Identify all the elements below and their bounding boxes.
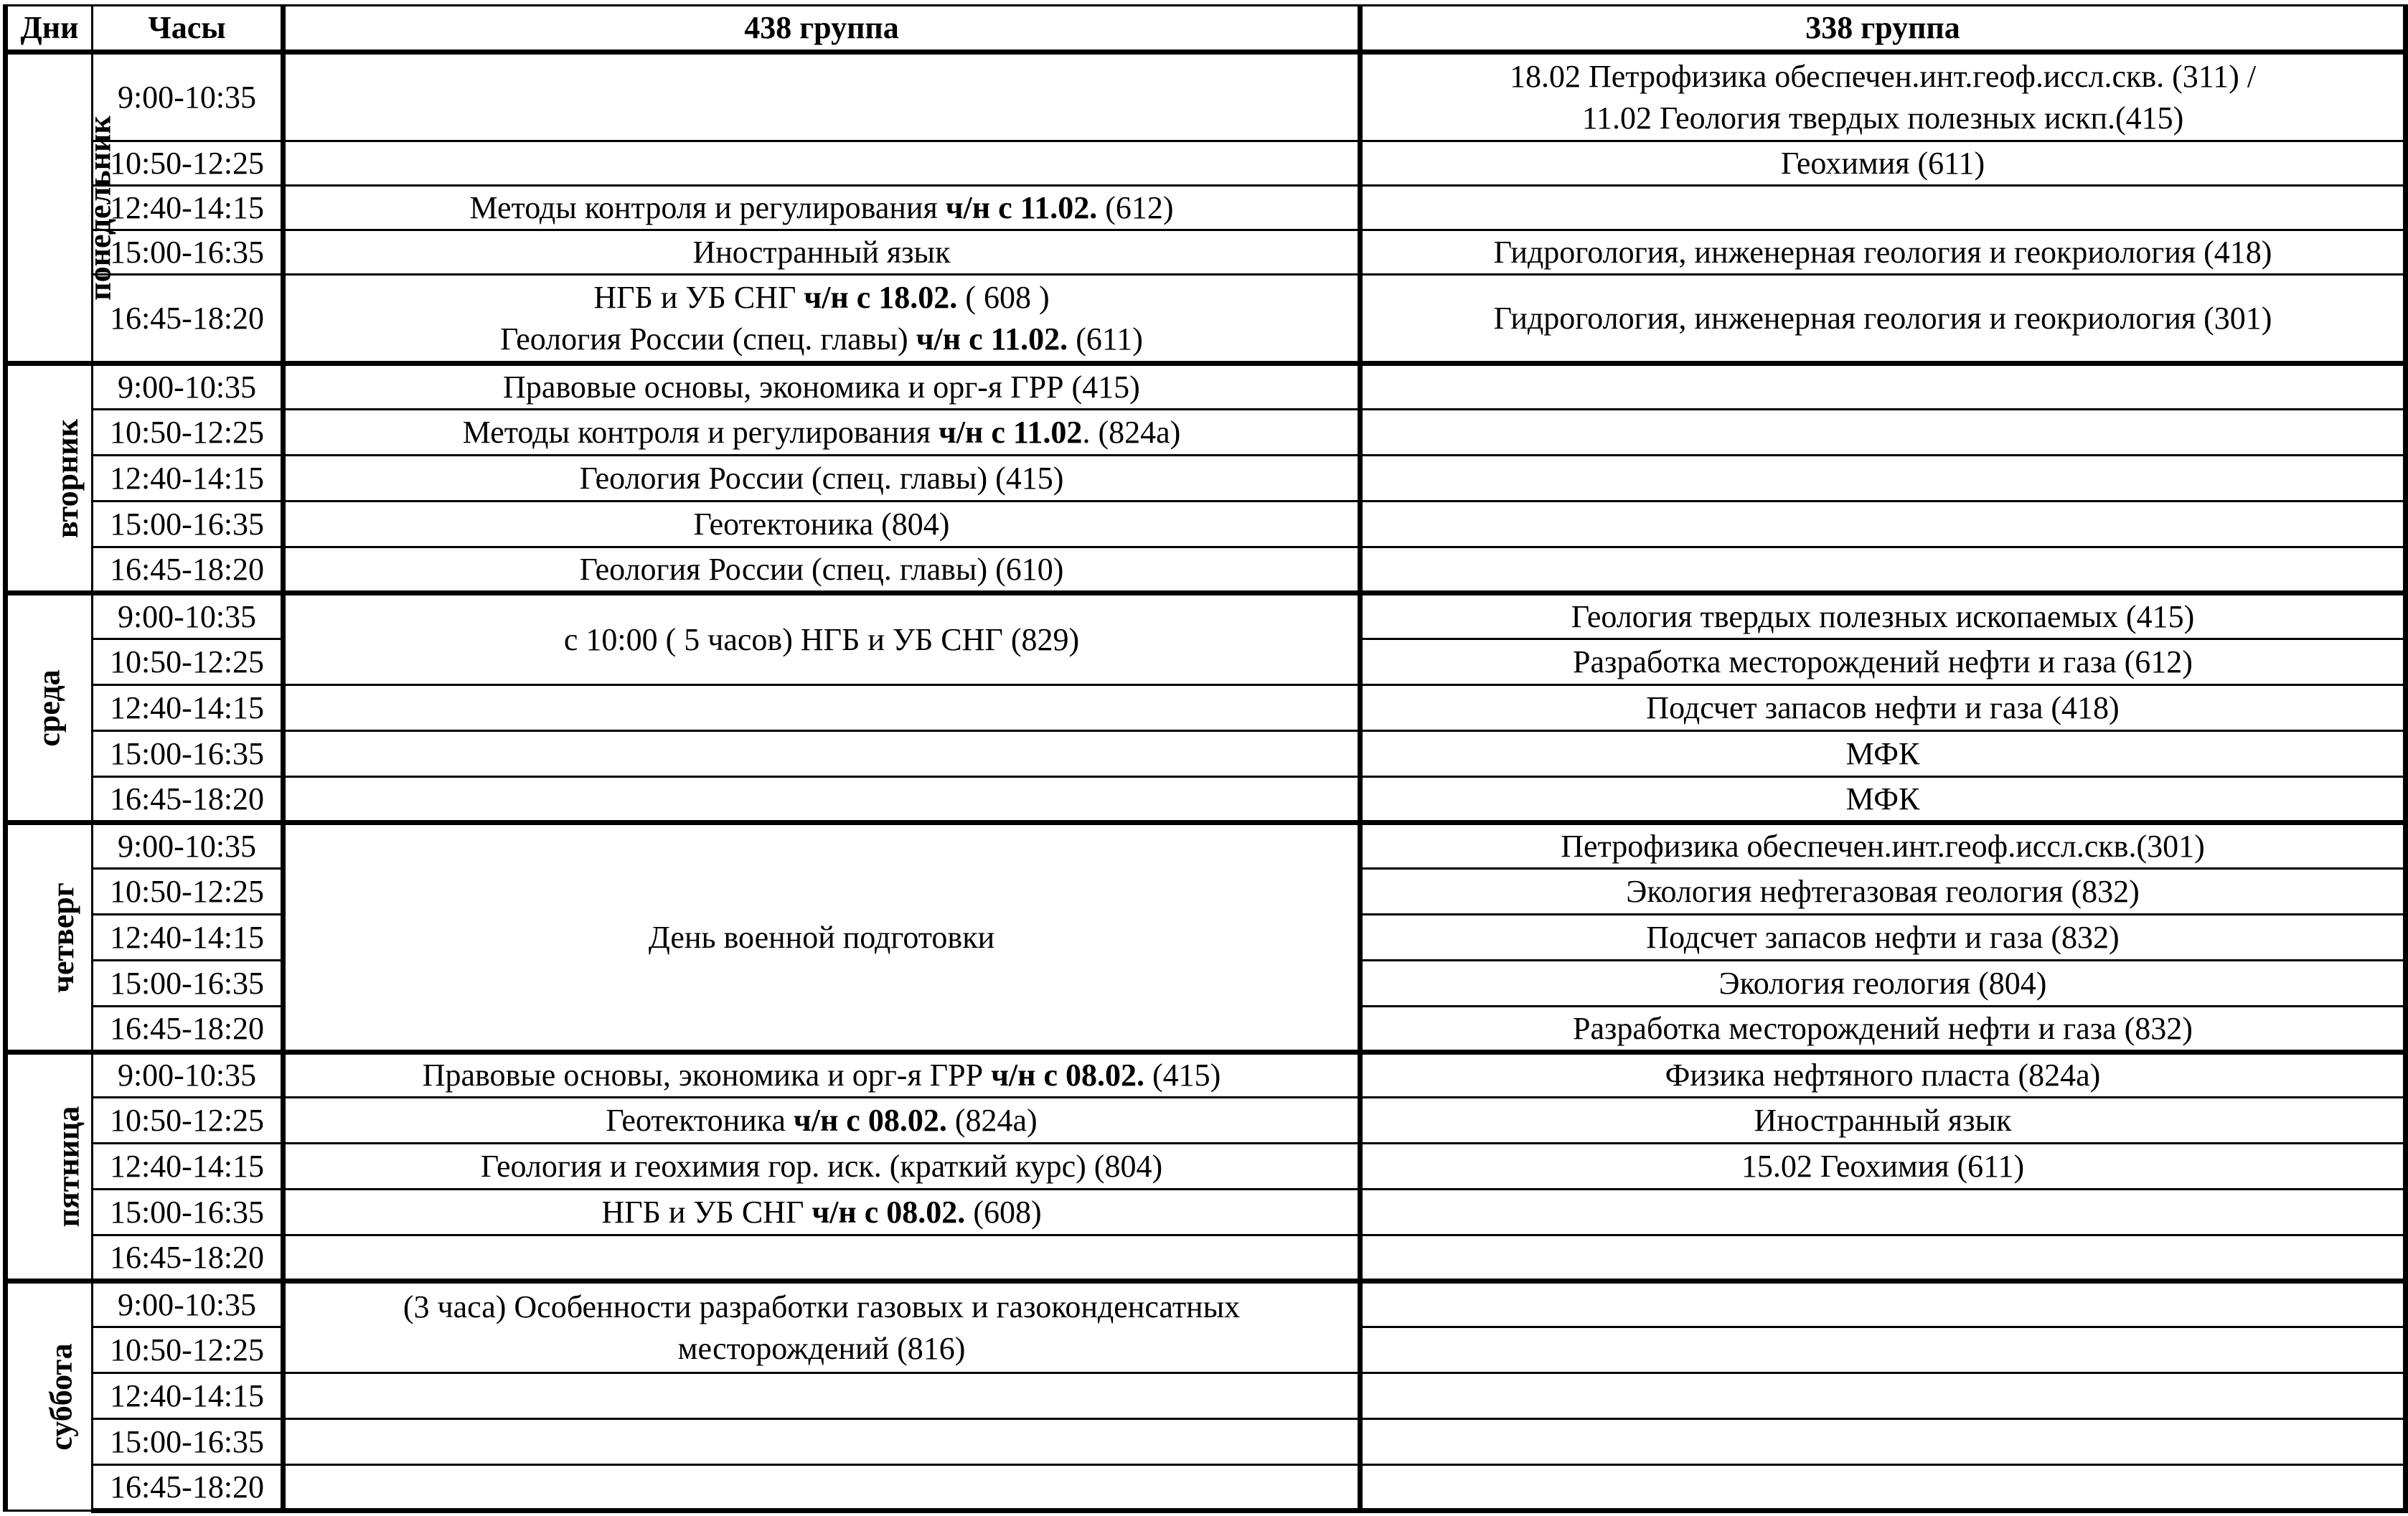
date-note: ч/н с 08.02. <box>793 1102 947 1138</box>
table-row <box>6 364 2406 410</box>
cell-text: Методы контроля и регулирования <box>469 189 946 225</box>
time-slot: 12:40-14:15 <box>93 1144 283 1190</box>
time-slot: 15:00-16:35 <box>93 961 283 1007</box>
cell-338 <box>1360 1235 2406 1281</box>
table-row <box>6 410 2406 456</box>
cell-438 <box>283 1235 1360 1281</box>
cell-text-line <box>290 319 1353 360</box>
time-slot: 12:40-14:15 <box>93 915 283 961</box>
table-row <box>6 1465 2406 1511</box>
cell-438 <box>283 1190 1360 1235</box>
cell-338 <box>1360 456 2406 502</box>
date-note: ч/н с 11.02. <box>916 321 1068 357</box>
cell-338 <box>1360 1419 2406 1465</box>
date-note: ч/н с 08.02. <box>991 1058 1144 1093</box>
cell-438 <box>283 52 1360 141</box>
cell-338: Экология нефтегазовая геология (832) <box>1360 869 2406 915</box>
table-row <box>6 823 2406 869</box>
time-slot: 15:00-16:35 <box>93 1419 283 1465</box>
header-group-338: 338 группа <box>1360 6 2406 52</box>
table-row <box>6 731 2406 777</box>
header-day: Дни <box>6 6 93 52</box>
cell-text: (608) <box>965 1194 1042 1230</box>
time-slot: 16:45-18:20 <box>93 1235 283 1281</box>
cell-text: (612) <box>1097 189 1174 225</box>
table-row <box>6 1053 2406 1098</box>
cell-338 <box>1360 1281 2406 1327</box>
time-slot: 16:45-18:20 <box>93 1007 283 1053</box>
header-time: Часы <box>93 6 283 52</box>
cell-438: Геология России (спец. главы) (415) <box>283 456 1360 502</box>
cell-338: МФК <box>1360 731 2406 777</box>
cell-338 <box>1360 186 2406 230</box>
cell-338 <box>1360 364 2406 410</box>
table-row <box>6 275 2406 364</box>
time-slot: 15:00-16:35 <box>93 731 283 777</box>
cell-438 <box>283 1419 1360 1465</box>
day-monday: понедельник <box>6 52 93 364</box>
cell-438: Правовые основы, экономика и орг-я ГРР (415) <box>283 364 1360 410</box>
cell-338: Подсчет запасов нефти и газа (418) <box>1360 685 2406 731</box>
header-group-438: 438 группа <box>283 6 1360 52</box>
cell-438 <box>283 1098 1360 1144</box>
cell-438 <box>283 1281 1360 1373</box>
cell-text: Методы контроля и регулирования <box>462 414 939 450</box>
day-thursday: четверг <box>6 823 93 1053</box>
table-row <box>6 1373 2406 1419</box>
cell-338 <box>1360 502 2406 547</box>
cell-text-line: (3 часа) Особенности разработки газовых и газоконденсатных <box>403 1289 1241 1324</box>
cell-text: (824а) <box>946 1102 1038 1138</box>
cell-text: Правовые основы, экономика и орг-я ГРР <box>422 1058 992 1093</box>
cell-438: День военной подготовки <box>283 823 1360 1053</box>
table-row <box>6 1281 2406 1327</box>
table-row <box>6 1098 2406 1144</box>
cell-text-line <box>290 277 1353 319</box>
cell-text: . (824а) <box>1082 414 1181 450</box>
date-note: ч/н с 08.02. <box>812 1194 966 1230</box>
cell-338: Экология геология (804) <box>1360 961 2406 1007</box>
time-slot: 15:00-16:35 <box>93 230 283 275</box>
day-wednesday: среда <box>6 593 93 823</box>
time-slot: 10:50-12:25 <box>93 639 283 685</box>
cell-338: Петрофизика обеспечен.инт.геоф.иссл.скв.(301) <box>1360 823 2406 869</box>
table-row <box>6 1190 2406 1235</box>
cell-338: Подсчет запасов нефти и газа (832) <box>1360 915 2406 961</box>
time-slot: 15:00-16:35 <box>93 502 283 547</box>
time-slot: 16:45-18:20 <box>93 777 283 823</box>
table-row <box>6 1235 2406 1281</box>
time-slot: 16:45-18:20 <box>93 1465 283 1511</box>
cell-438: Иностранный язык <box>283 230 1360 275</box>
cell-438: с 10:00 ( 5 часов) НГБ и УБ СНГ (829) <box>283 593 1360 685</box>
cell-text: Геология России (спец. главы) <box>500 321 916 357</box>
time-slot: 12:40-14:15 <box>93 685 283 731</box>
day-friday: пятница <box>6 1053 93 1281</box>
time-slot: 9:00-10:35 <box>93 1053 283 1098</box>
cell-438 <box>283 275 1360 364</box>
cell-text: (611) <box>1068 321 1143 357</box>
cell-338: Гидрогология, инженерная геология и геокриология (418) <box>1360 230 2406 275</box>
table-row <box>6 593 2406 639</box>
cell-438: Геология России (спец. главы) (610) <box>283 547 1360 593</box>
cell-text: НГБ и УБ СНГ <box>593 279 804 315</box>
time-slot: 16:45-18:20 <box>93 547 283 593</box>
cell-438 <box>283 141 1360 186</box>
cell-338: Гидрогология, инженерная геология и геокриология (301) <box>1360 275 2406 364</box>
cell-338: Геохимия (611) <box>1360 141 2406 186</box>
time-slot: 10:50-12:25 <box>93 141 283 186</box>
time-slot: 9:00-10:35 <box>93 364 283 410</box>
cell-338: Физика нефтяного пласта (824а) <box>1360 1053 2406 1098</box>
cell-338 <box>1360 1327 2406 1373</box>
cell-438 <box>283 1053 1360 1098</box>
date-note: ч/н с 11.02 <box>938 414 1083 450</box>
table-row <box>6 502 2406 547</box>
time-slot: 12:40-14:15 <box>93 186 283 230</box>
time-slot: 9:00-10:35 <box>93 593 283 639</box>
time-slot: 9:00-10:35 <box>93 823 283 869</box>
time-slot: 12:40-14:15 <box>93 1373 283 1419</box>
cell-438 <box>283 1373 1360 1419</box>
cell-438 <box>283 1465 1360 1511</box>
day-tuesday: вторник <box>6 364 93 593</box>
cell-338 <box>1360 547 2406 593</box>
cell-338: Иностранный язык <box>1360 1098 2406 1144</box>
schedule-table <box>3 4 2408 1513</box>
cell-338: МФК <box>1360 777 2406 823</box>
table-row <box>6 456 2406 502</box>
cell-438 <box>283 731 1360 777</box>
cell-438 <box>283 410 1360 456</box>
time-slot: 15:00-16:35 <box>93 1190 283 1235</box>
cell-438 <box>283 685 1360 731</box>
time-slot: 12:40-14:15 <box>93 456 283 502</box>
time-slot: 10:50-12:25 <box>93 1098 283 1144</box>
table-row <box>6 52 2406 141</box>
cell-text-line: 11.02 Геология твердых полезных искп.(415) <box>1581 100 2184 136</box>
cell-438 <box>283 186 1360 230</box>
date-note: ч/н с 11.02. <box>945 189 1098 225</box>
cell-text: (415) <box>1144 1058 1221 1093</box>
day-saturday: суббота <box>6 1281 93 1511</box>
cell-438: Геология и геохимия гор. иск. (краткий курс) (804) <box>283 1144 1360 1190</box>
cell-338 <box>1360 1373 2406 1419</box>
time-slot: 16:45-18:20 <box>93 275 283 364</box>
cell-text: НГБ и УБ СНГ <box>601 1194 812 1230</box>
cell-338: Геология твердых полезных ископаемых (415) <box>1360 593 2406 639</box>
cell-438 <box>283 777 1360 823</box>
table-row <box>6 777 2406 823</box>
cell-text-line: 18.02 Петрофизика обеспечен.инт.геоф.иссл.скв. (311) / <box>1509 58 2257 94</box>
date-note: ч/н с 18.02. <box>804 279 958 315</box>
table-row <box>6 186 2406 230</box>
cell-338 <box>1360 410 2406 456</box>
cell-338 <box>1360 1190 2406 1235</box>
cell-438: Геотектоника (804) <box>283 502 1360 547</box>
table-row <box>6 685 2406 731</box>
cell-text: Геотектоника <box>606 1102 794 1138</box>
cell-338: 15.02 Геохимия (611) <box>1360 1144 2406 1190</box>
table-row <box>6 1419 2406 1465</box>
cell-338: Разработка месторождений нефти и газа (612) <box>1360 639 2406 685</box>
table-row <box>6 1144 2406 1190</box>
time-slot: 10:50-12:25 <box>93 869 283 915</box>
time-slot: 9:00-10:35 <box>93 1281 283 1327</box>
header-row <box>6 6 2406 52</box>
cell-338: Разработка месторождений нефти и газа (832) <box>1360 1007 2406 1053</box>
cell-338 <box>1360 52 2406 141</box>
cell-text: ( 608 ) <box>957 279 1050 315</box>
table-row <box>6 230 2406 275</box>
cell-338 <box>1360 1465 2406 1511</box>
cell-text-line: месторождений (816) <box>677 1330 966 1366</box>
table-row <box>6 547 2406 593</box>
time-slot: 10:50-12:25 <box>93 1327 283 1373</box>
table-row <box>6 141 2406 186</box>
time-slot: 9:00-10:35 <box>93 52 283 141</box>
time-slot: 10:50-12:25 <box>93 410 283 456</box>
